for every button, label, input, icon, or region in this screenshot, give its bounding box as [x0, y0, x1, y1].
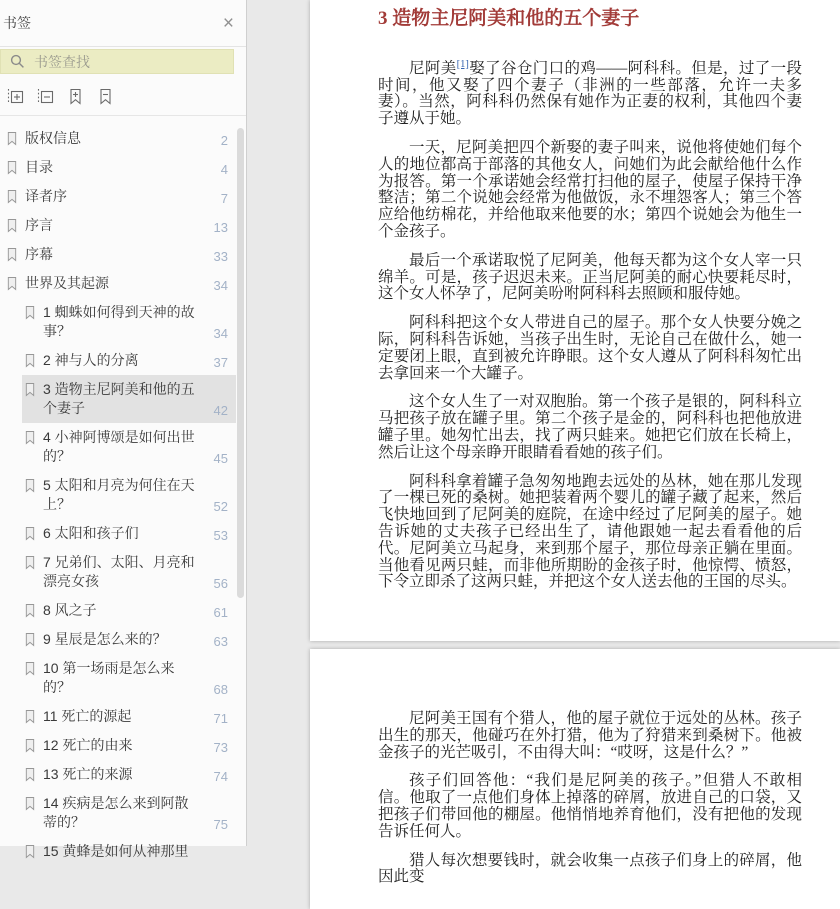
bookmark-label: 6 太阳和孩子们	[43, 525, 139, 541]
bookmark-icon	[24, 430, 36, 445]
search-icon	[10, 54, 25, 69]
bookmark-item[interactable]	[22, 375, 236, 423]
bookmark-page-number: 68	[213, 682, 228, 697]
bookmark-icon	[24, 603, 36, 618]
add-bookmark-icon[interactable]	[66, 87, 85, 106]
bookmark-icon	[24, 382, 36, 397]
paragraph: 最后一个承诺取悦了尼阿美，他每天都为这个女人宰一只绵羊。可是，孩子迟迟未来。正当尼阿美的耐心快要耗尽时，这个女人怀孕了，尼阿美吩咐阿科科去照顾和服侍她。	[378, 251, 802, 303]
bookmark-icon	[24, 526, 36, 541]
bookmark-search-input[interactable]	[0, 49, 234, 74]
bookmark-icon	[6, 160, 18, 175]
bookmark-icon	[24, 709, 36, 724]
bookmark-page-number: 13	[213, 220, 228, 235]
bookmark-icon	[24, 305, 36, 320]
document-page-1	[310, 0, 840, 641]
bookmark-label: 世界及其起源	[25, 275, 109, 291]
bookmark-page-number: 37	[213, 355, 228, 370]
bookmark-icon	[24, 555, 36, 570]
bookmark-item[interactable]	[22, 519, 236, 548]
bookmark-item[interactable]	[22, 298, 236, 346]
bookmark-page-number: 2	[220, 133, 228, 148]
bookmarks-toolbar	[0, 74, 246, 116]
bookmark-icon	[24, 478, 36, 493]
bookmark-label: 10 第一场雨是怎么来的？	[43, 660, 175, 695]
bookmarks-panel	[0, 0, 247, 859]
page1-body	[378, 58, 802, 591]
bookmark-icon	[24, 796, 36, 811]
bookmark-page-number: 63	[213, 634, 228, 649]
bookmark-item[interactable]	[4, 269, 236, 298]
bookmark-item[interactable]	[4, 182, 236, 211]
bookmark-item[interactable]	[4, 153, 236, 182]
bookmark-page-number: 71	[213, 711, 228, 726]
panel-title: 书签	[3, 15, 31, 31]
paragraph: 这个女人生了一对双胞胎。第一个孩子是银的，阿科科立马把孩子放在罐子里。第二个孩子是金的，阿科科也把他放进罐子里。她匆忙出去，找了两只蛙来。她把它们放在长椅上，然后让这个母亲睁开眼睛看看她的孩子们。	[378, 393, 802, 461]
bookmark-page-number: 75	[213, 817, 228, 832]
bookmark-label: 13 死亡的来源	[43, 766, 133, 782]
bookmark-page-number: 7	[220, 191, 228, 206]
bookmark-icon	[24, 844, 36, 859]
bookmark-item[interactable]	[4, 211, 236, 240]
bookmark-page-number: 53	[213, 528, 228, 543]
bookmark-page-number: 42	[213, 403, 228, 418]
bookmark-item[interactable]	[22, 346, 236, 375]
remove-bookmark-icon[interactable]	[96, 87, 115, 106]
chapter-title: 3 造物主尼阿美和他的五个妻子	[378, 8, 640, 29]
bookmark-page-number: 52	[213, 499, 228, 514]
bookmark-page-number: 4	[220, 162, 228, 177]
bookmark-page-number: 45	[213, 451, 228, 466]
bookmark-item[interactable]	[22, 423, 236, 471]
bookmark-icon	[6, 276, 18, 291]
bookmark-page-number: 33	[213, 249, 228, 264]
bookmark-icon	[24, 738, 36, 753]
bookmark-label: 12 死亡的由来	[43, 737, 133, 753]
document-viewer[interactable]	[247, 0, 819, 886]
sidebar-scrollbar-thumb[interactable]	[237, 128, 244, 598]
bookmark-label: 3 造物主尼阿美和他的五个妻子	[43, 381, 195, 416]
paragraph: 尼阿美[1]娶了谷仓门口的鸡——阿科科。但是，过了一段时间，他又娶了四个妻子（非洲的一些部落，允许一夫多妻）。当然，阿科科仍然保有她作为正妻的权利，其他四个妻子遵从于她。	[378, 58, 802, 128]
bookmark-item[interactable]	[22, 654, 236, 702]
bookmark-item[interactable]	[22, 760, 236, 789]
bookmark-item[interactable]	[22, 702, 236, 731]
bookmark-label: 9 星辰是怎么来的？	[43, 631, 167, 647]
bookmark-item[interactable]	[22, 789, 236, 837]
bookmark-label: 7 兄弟们、太阳、月亮和漂亮女孩	[43, 554, 195, 589]
bookmark-icon	[24, 767, 36, 782]
bookmark-label: 1 蜘蛛如何得到天神的故事？	[43, 304, 195, 339]
bookmark-label: 11 死亡的源起	[43, 708, 132, 724]
bookmark-label: 2 神与人的分离	[43, 352, 139, 368]
bookmark-page-number: 74	[213, 769, 228, 784]
bookmark-item[interactable]	[22, 471, 236, 519]
expand-all-icon[interactable]	[6, 87, 25, 106]
bookmark-icon	[6, 218, 18, 233]
bookmarks-panel-header	[0, 0, 246, 47]
paragraph: 猎人每次想要钱时，就会收集一点孩子们身上的碎屑，他因此变	[378, 851, 802, 886]
bookmark-item[interactable]	[22, 548, 236, 596]
bookmark-label: 15 黄蜂是如何从神那里	[43, 843, 189, 859]
bookmark-item[interactable]	[4, 124, 236, 153]
bookmark-item[interactable]	[22, 731, 236, 760]
paragraph: 孩子们回答他：“我们是尼阿美的孩子。”但猎人不敢相信。他取了一点他们身体上掉落的碎屑，放进自己的口袋，又把孩子们带回他的棚屋。他悄悄地养育他们，没有把他的发现告诉任何人。	[378, 772, 802, 840]
bookmark-icon	[6, 247, 18, 262]
footnote-ref-link[interactable]: [1]	[456, 58, 469, 70]
collapse-all-icon[interactable]	[36, 87, 55, 106]
paragraph: 阿科科拿着罐子急匆匆地跑去远处的丛林，她在那儿发现了一棵已死的桑树。她把装着两个婴儿的罐子藏了起来，然后飞快地回到了尼阿美的庭院，在途中经过了尼阿美的屋子。她告诉她的丈夫孩子已经出生了，请他跟她一起去看看他的后代。尼阿美立马起身，来到那个屋子，那位母亲正躺在里面。当他看见两只蛙，而非他所期盼的金孩子时，他惊愕、愤怒，下令立即杀了这两只蛙，并把这个女人送去他的王国的尽头。	[378, 472, 802, 591]
bookmark-label: 序言	[25, 217, 53, 233]
bookmark-label: 序幕	[25, 246, 53, 262]
bookmark-label: 4 小神阿博颂是如何出世的？	[43, 429, 195, 464]
bookmark-item[interactable]	[22, 625, 236, 654]
bookmark-page-number: 34	[213, 326, 228, 341]
bookmark-icon	[6, 131, 18, 146]
bookmark-icon	[24, 353, 36, 368]
bookmark-icon	[24, 661, 36, 676]
bookmark-page-number: 56	[213, 576, 228, 591]
bookmark-icon	[6, 189, 18, 204]
search-placeholder: 书签查找	[34, 53, 90, 70]
close-icon[interactable]: ×	[222, 12, 234, 34]
bookmark-page-number: 73	[213, 740, 228, 755]
page2-body	[378, 711, 802, 886]
paragraph: 阿科科把这个女人带进自己的屋子。那个女人快要分娩之际，阿科科告诉她，当孩子出生时，无论自己在做什么，她一定要闭上眼，直到被允许睁眼。这个女人遵从了阿科科匆忙出去拿回来一个大罐子。	[378, 314, 802, 382]
bookmark-label: 目录	[25, 159, 53, 175]
paragraph: 尼阿美王国有个猎人，他的屋子就位于远处的丛林。孩子出生的那天，他碰巧在外打猎，他为了狩猎来到桑树下。他被金孩子的光芒吸引，不由得大叫：“哎呀，这是什么？”	[378, 710, 802, 761]
paragraph: 一天，尼阿美把四个新娶的妻子叫来，说他将使她们每个人的地位都高于部落的其他女人，问她们为此会献给他什么作为报答。第一个承诺她会经常打扫他的屋子，使屋子保持干净整洁；第二个说她会经常为他做饭，永不埋怨客人；第三个答应给他纺棉花，并给他取来他要的水；第四个说她会为他生一个金孩子。	[378, 138, 802, 240]
bookmark-item[interactable]	[22, 596, 236, 625]
bookmark-icon	[24, 632, 36, 647]
bookmark-item[interactable]	[22, 837, 236, 866]
bookmark-item[interactable]	[4, 240, 236, 269]
bookmark-label: 译者序	[25, 188, 67, 204]
bookmark-label: 版权信息	[25, 130, 81, 146]
bookmark-page-number: 34	[213, 278, 228, 293]
bookmark-label: 5 太阳和月亮为何住在天上？	[43, 477, 195, 512]
bookmark-page-number: 61	[213, 605, 228, 620]
bookmark-label: 14 疾病是怎么来到阿散蒂的？	[43, 795, 189, 830]
document-page-2	[310, 649, 840, 909]
bookmark-label: 8 风之子	[43, 602, 97, 618]
bookmark-list	[0, 116, 246, 866]
